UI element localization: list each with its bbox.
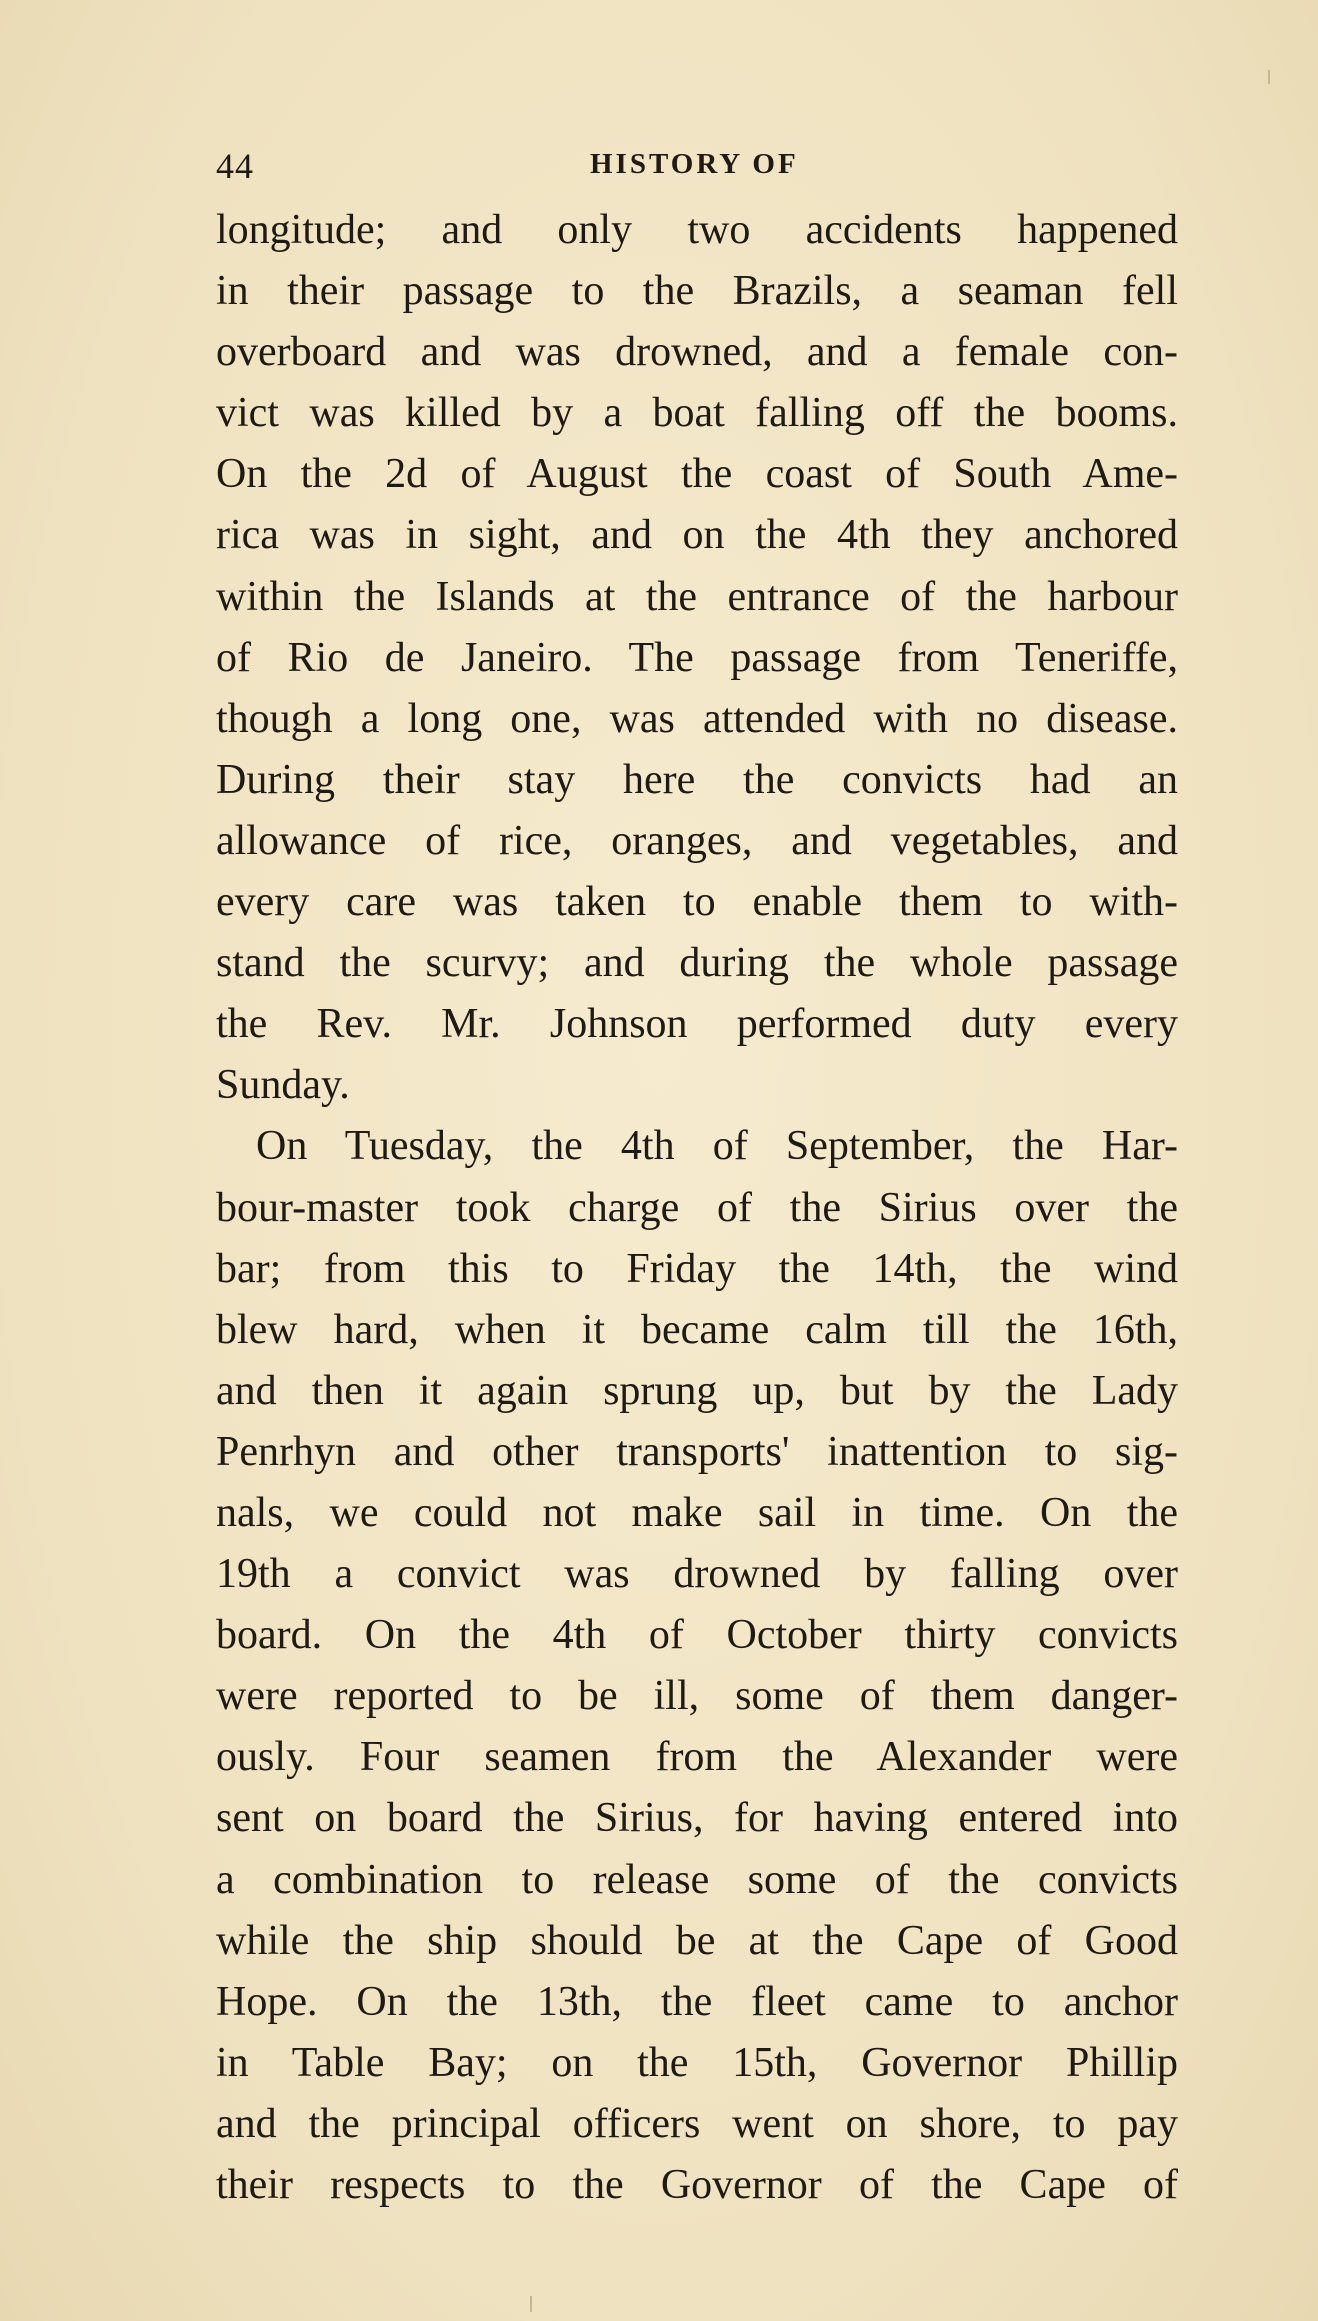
text-line: were reported to be ill, some of them danger- (216, 1673, 1178, 1720)
text-line: and then it again sprung up, but by the Lady (216, 1367, 1178, 1414)
text-line: bour-master took charge of the Sirius over the (216, 1184, 1178, 1231)
text-line: in their passage to the Brazils, a seaman fell (216, 268, 1178, 315)
text-line: rica was in sight, and on the 4th they anchored (216, 512, 1178, 559)
paper-speck (1268, 70, 1270, 84)
text-line: overboard and was drowned, and a female con- (216, 329, 1178, 376)
text-line: a combination to release some of the convicts (216, 1856, 1178, 1903)
text-line: and the principal officers went on shore, to pay (216, 2100, 1178, 2147)
text-line: ously. Four seamen from the Alexander were (216, 1734, 1178, 1781)
text-line: sent on board the Sirius, for having entered into (216, 1795, 1178, 1842)
page-header (216, 145, 1156, 195)
text-line: of Rio de Janeiro. The passage from Teneriffe, (216, 634, 1178, 681)
text-line: nals, we could not make sail in time. On the (216, 1489, 1178, 1536)
text-line: stand the scurvy; and during the whole passage (216, 940, 1178, 987)
text-line: On Tuesday, the 4th of September, the Har- (256, 1123, 1178, 1170)
text-line: Hope. On the 13th, the fleet came to anchor (216, 1978, 1178, 2025)
text-line: During their stay here the convicts had an (216, 756, 1178, 803)
body-text (216, 200, 1178, 2216)
page-number: 44 (216, 146, 254, 186)
text-line: within the Islands at the entrance of the harbour (216, 573, 1178, 620)
text-line: blew hard, when it became calm till the 16th, (216, 1306, 1178, 1353)
text-line: their respects to the Governor of the Cape of (216, 2162, 1178, 2208)
text-line: while the ship should be at the Cape of Good (216, 1917, 1178, 1964)
text-line: allowance of rice, oranges, and vegetables, and (216, 817, 1178, 864)
text-line: in Table Bay; on the 15th, Governor Phillip (216, 2039, 1178, 2086)
text-line: bar; from this to Friday the 14th, the wind (216, 1245, 1178, 1292)
text-line: 19th a convict was drowned by falling over (216, 1551, 1178, 1598)
text-line: vict was killed by a boat falling off the booms. (216, 390, 1178, 437)
paper-speck (530, 2296, 532, 2312)
text-line: longitude; and only two accidents happened (216, 207, 1178, 253)
text-line: On the 2d of August the coast of South Ame- (216, 451, 1178, 498)
text-line: board. On the 4th of October thirty convicts (216, 1612, 1178, 1659)
text-line: Penrhyn and other transports' inattention to sig- (216, 1428, 1178, 1475)
text-line: Sunday. (216, 1062, 350, 1109)
text-line: though a long one, was attended with no disease. (216, 695, 1178, 742)
text-line: the Rev. Mr. Johnson performed duty every (216, 1001, 1178, 1048)
running-head: HISTORY OF (590, 148, 799, 180)
text-line: every care was taken to enable them to with- (216, 879, 1178, 926)
